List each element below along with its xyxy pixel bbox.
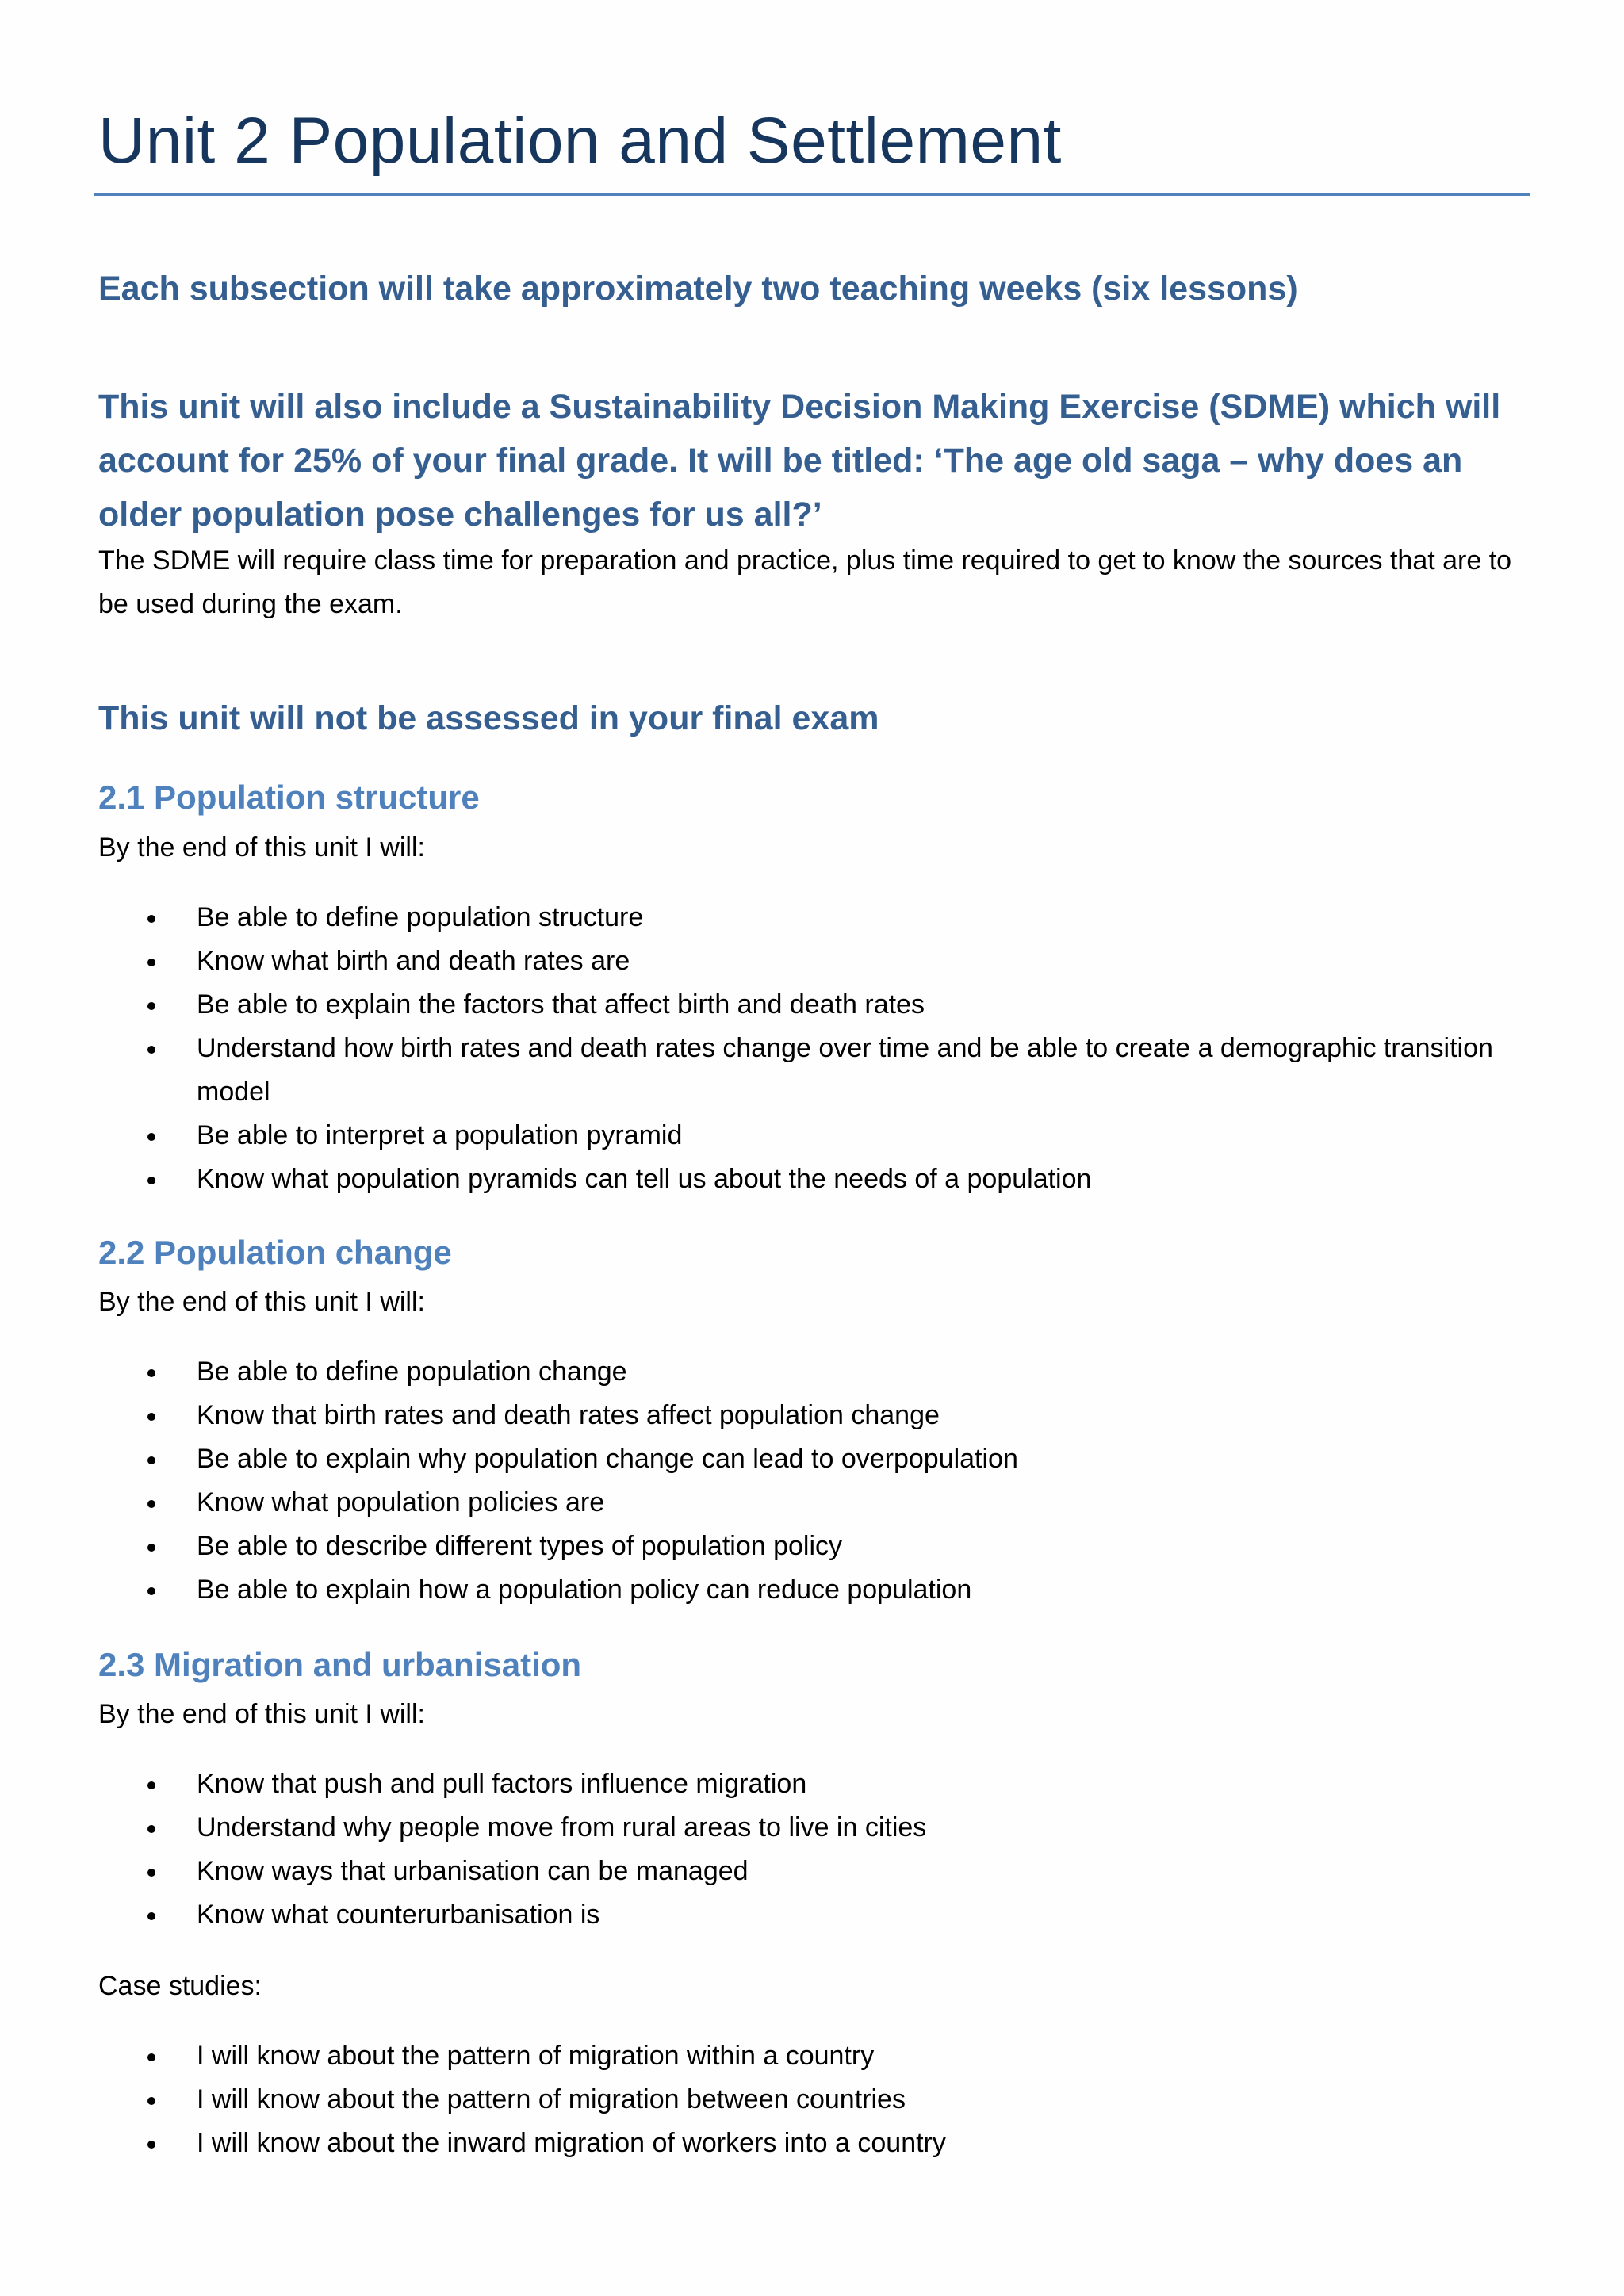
case-studies-label: Case studies: — [98, 1971, 262, 2001]
bullet-icon — [147, 2053, 155, 2061]
list-item: Be able to explain the factors that affect birth and death rates — [98, 983, 1510, 1027]
list-item: Understand how birth rates and death rates change over time and be able to create a demographic transition model — [98, 1027, 1510, 1114]
list-item: Know that push and pull factors influence migration — [98, 1762, 1510, 1806]
list-item: Be able to interpret a population pyramid — [98, 1114, 1510, 1158]
sdme-heading: This unit will also include a Sustainability Decision Making Exercise (SDME) which will account for 25% of your final grade. It will be titled: ‘The age old saga – why does an older population pose challenges for us all?’ — [98, 388, 1501, 534]
bullet-icon — [147, 1133, 155, 1141]
list-item: I will know about the inward migration of workers into a country — [98, 2122, 1510, 2165]
list-item: Be able to explain why population change can lead to overpopulation — [98, 1437, 1510, 1481]
bullet-icon — [147, 1369, 155, 1377]
bullet-icon — [147, 1456, 155, 1464]
page-title: Unit 2 Population and Settlement — [98, 105, 1062, 177]
section-lead: By the end of this unit I will: — [98, 832, 425, 863]
list-item: Be able to explain how a population policy can reduce population — [98, 1568, 1510, 1612]
bullet-icon — [147, 1500, 155, 1508]
bullet-icon — [147, 959, 155, 966]
bullet-icon — [147, 1177, 155, 1184]
list-item: Know what population policies are — [98, 1481, 1510, 1525]
section-heading-population-structure: 2.1 Population structure — [98, 779, 480, 816]
not-assessed-heading: This unit will not be assessed in your final exam — [98, 699, 879, 737]
bullet-icon — [147, 2141, 155, 2149]
bullet-icon — [147, 1587, 155, 1595]
list-item: Know what counterurbanisation is — [98, 1893, 1510, 1937]
bullet-icon — [147, 1544, 155, 1552]
bullet-icon — [147, 2097, 155, 2105]
list-item: Know what birth and death rates are — [98, 939, 1510, 983]
list-item: I will know about the pattern of migration within a country — [98, 2034, 1510, 2078]
objectives-list-population-change — [98, 1350, 1510, 1612]
sdme-paragraph: The SDME will require class time for preparation and practice, plus time required to get to know the sources that are to be used during the exam. — [98, 545, 1512, 619]
list-item: Understand why people move from rural areas to live in cities — [98, 1806, 1510, 1850]
bullet-icon — [147, 1869, 155, 1877]
bullet-icon — [147, 915, 155, 923]
bullet-icon — [147, 1825, 155, 1833]
section-lead: By the end of this unit I will: — [98, 1699, 425, 1729]
bullet-icon — [147, 1046, 155, 1054]
section-heading-population-change: 2.2 Population change — [98, 1234, 452, 1271]
bullet-icon — [147, 1413, 155, 1421]
section-heading-migration-urbanisation: 2.3 Migration and urbanisation — [98, 1646, 582, 1683]
list-item: Know ways that urbanisation can be managed — [98, 1850, 1510, 1893]
list-item: Be able to define population change — [98, 1350, 1510, 1394]
subsection-duration-heading: Each subsection will take approximately two teaching weeks (six lessons) — [98, 270, 1298, 308]
list-item: Be able to define population structure — [98, 896, 1510, 939]
section-lead: By the end of this unit I will: — [98, 1287, 425, 1317]
list-item: Be able to describe different types of population policy — [98, 1525, 1510, 1568]
list-item: Know that birth rates and death rates affect population change — [98, 1394, 1510, 1437]
bullet-icon — [147, 1781, 155, 1789]
objectives-list-population-structure — [98, 896, 1510, 1201]
title-underline — [94, 193, 1530, 196]
list-item: I will know about the pattern of migration between countries — [98, 2078, 1510, 2122]
bullet-icon — [147, 1002, 155, 1010]
bullet-icon — [147, 1912, 155, 1920]
list-item: Know what population pyramids can tell us about the needs of a population — [98, 1158, 1510, 1201]
case-studies-list — [98, 2034, 1510, 2165]
objectives-list-migration-urbanisation — [98, 1762, 1510, 1937]
